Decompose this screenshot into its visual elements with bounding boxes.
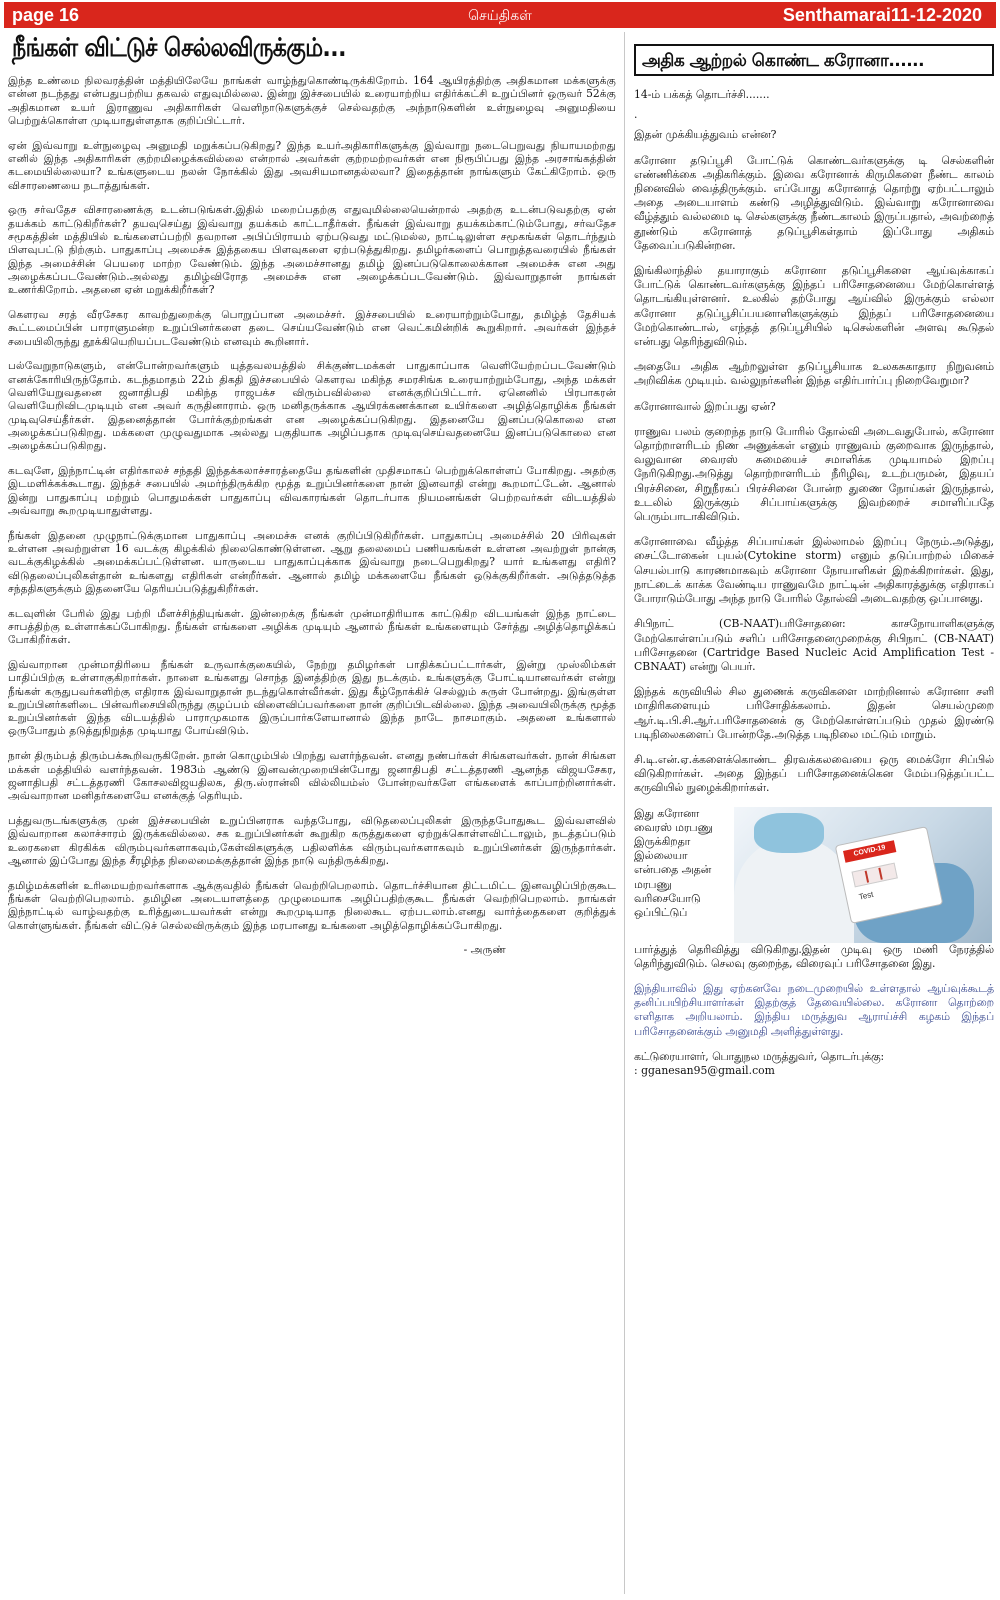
left-paragraph: கடவுளின் பேரில் இது பற்றி மீளச்சிந்தியுங்கள். இன்றைக்கு நீங்கள் முன்மாதிரியாக காட்டுகிற விடயங்கள் இந்த நாட்டை சாபத்திற்கு உள்ளாக்கப்போகிறது. நீங்கள் எங்களை அழிக்க முடியும் ஆனால் நீங்கள் உங்களையும் சேர்த்து அழித்தொழிக்கப் போகிறீர்கள். — [8, 606, 616, 647]
left-paragraph: இவ்வாறான முன்மாதிரியை நீங்கள் உருவாக்குகையில், நேற்று தமிழர்கள் பாதிக்கப்பட்டார்கள், இன்று முஸ்லிம்கள் பாதிப்பிற்கு உள்ளாகுகிறார்கள். நாளை உங்களது சொந்த இனத்திற்கு இது நடக்கும். உங்களுக்கு போட்டியானவர்கள் என்று நீங்கள் கருதுபவர்களிற்கு எதிராக இவ்வாறுதான் நடந்துகொள்வீர்கள். இது கீழ்நோக்கிச் செல்லும் சுருள் போன்றது. இங்குள்ள உறுப்பினர்களிடை பின்வரிசையிலிருந்து குழப்பம் விளைவிப்பவர்களை நான் குறிப்பிடவில்லை. இந்த அவையிலிருக்கு மூத்த உறுப்பினர்கள் இந்த விடயத்தில் பாராமுகமாக இருப்பார்களேயானால் இந்த நாடே நாசமாகும். அதனை உங்களால் ஒருபோதும் தடுத்துநிறுத்த முடியாது போய்விடும். — [8, 657, 616, 738]
left-paragraph: நான் திரும்பத் திரும்பக்கூறிவருகிறேன். நான் கொழும்பில் பிறந்து வளர்ந்தவன். எனது நண்பர்கள் சிங்களவர்கள். நான் சிங்கள மக்கள் மத்தியில் வளர்ந்தவன். 1983ம் ஆண்டு இனவன்முறையின்போது ஜனாதிபதி சட்டத்தரணி ஆனந்த விஜயசேகர, ஜனாதிபதி சட்டத்தரணி கோசலவிஜயதிலக, திரு.ஸ்ரான்லி வில்லியம்ஸ் போன்றவர்களே எங்களைக் காப்பாற்றினார்கள். அவ்வாறான மனிதர்களையே எனக்குத் தெரியும். — [8, 749, 616, 803]
author-email: : gganesan95@gmail.com — [634, 1063, 775, 1077]
right-paragraph-highlight: இந்தியாவில் இது ஏற்கனவே நடைமுறையில் உள்ளதால் ஆய்வுக்கூடத் தனிப்பயிற்சியாளர்கள் இதற்குத் தேவையில்லை. கரோனா தொற்றை எளிதாக அறியலாம். இந்திய மருத்துவ ஆராய்ச்சி கழகம் இந்தப் பரிசோதனைக்கும் அனுமதி அளித்துள்ளது. — [634, 981, 994, 1038]
paper-date: Senthamarai11-12-2020 — [782, 5, 982, 25]
right-paragraph: சி.டி.என்.ஏ.க்களைக்கொண்ட திரவக்கலவையை ஒரு மைக்ரோ சிப்பில் விடுகிறார்கள். அதை இந்தப் பரிசோதனைக்கென மேம்படுத்தப்பட்ட கருவியில் நுழைக்கிறார்கள். — [634, 752, 994, 795]
result-line — [865, 870, 869, 882]
right-paragraph: இந்தக் கருவியில் சில துணைக் கருவிகளை மாற்றினால் கரோனா சளி மாதிரிகளையும் பரிசோதிக்கலாம். இதன் செயல்முறை ஆர்.டி.பி.சி.ஆர்.பரிசோதனைக் கு மேற்கொள்ளப்படும் முதல் இரண்டு படிநிலைகளைப் போன்றதே.அடுத்த படிநிலை மட்டும் மாறும். — [634, 685, 994, 741]
author-byline: - அருண் — [463, 943, 506, 957]
right-paragraph: கரோனா தடுப்பூசி போட்டுக் கொண்டவர்களுக்கு டி செல்களின் எண்ணிக்கை அதிகரிக்கும். இவை கரோனாக் கிருமிகளை நீண்ட காலம் நினைவில் வைத்திருக்கும். எப்போது கரோனாத் தொற்று ஏற்பட்டாலும் அதை அடையாளம் கண்டு அழித்துவிடும். இவ்வாறு கரோனாவை வீழ்த்தும் வல்லமை டி செல்களுக்கு நீண்டகாலம் இருப்பதால், அவற்றைத் தூண்டும் கரோனாத் தடுப்பூசிகள்தாம் இப்போது அதிகம் தேவைப்படுகின்றன. — [634, 153, 994, 252]
section-title: செய்திகள் — [468, 7, 532, 23]
left-paragraph: ஒரு சர்வதேச விசாரணைக்கு உடன்படுங்கள்.இதில் மறைப்பதற்கு எதுவுமில்லையென்றால் அதற்கு உடன்படுவதற்கு ஏன் தயக்கம் காட்டுகிறீர்கள்? தயவுசெய்து இவ்வாறு தயக்கம் காட்டாதீர்கள். நீங்கள் இவ்வாறு தயக்கம்காட்டும்போது, சர்வதேச சமூகத்தின் மத்தியில் உங்களைப்பற்றி தவறான அபிப்பிராயம் ஏற்படுவது மட்டுமல்ல, நாட்டிலுள்ள சமூகங்கள் தொடர்ந்தும் பிளவுபட்டு நிற்கும். பாதுகாப்பு அமைச்சு இத்தகைய பிளவுகளை ஏற்படுத்துகிறது. தமிழர்களைப் பொறுத்தவரையில் நீங்கள் இந்த அமைச்சின் பெயரை மாற்ற வேண்டும். இந்த அமைச்சானது தமிழ் இனப்படுகொலைக்கான அமைச்சு என அது அழைக்கப்படவேண்டும்.அல்லது தமிழ்விரோத அமைச்சு என அழைக்கப்படவேண்டும். இவ்வாறுதான் நாங்கள் உணர்கிறோம். அதனை ஏன் மறுக்கிறீர்கள்? — [8, 203, 616, 297]
right-paragraph: பார்த்துத் தெரிவித்து விடுகிறது.இதன் முடிவு ஒரு மணி நேரத்தில் தெரிந்துவிடும். செலவு குறைந்த, விரைவுப் பரிசோதனை இது. — [634, 942, 994, 970]
masthead-bar — [4, 2, 996, 28]
right-headline: அதிக ஆற்றல் கொண்ட கரோனா...... — [634, 44, 994, 76]
figure-block — [634, 807, 994, 943]
left-paragraph: தமிழ்மக்களின் உரிமையற்றவர்களாக ஆக்குவதில் நீங்கள் வெற்றிபெறலாம். தொடர்ச்சியான திட்டமிட்ட இனவழிப்பிற்குகூட நீங்கள் வெற்றிபெறலாம். தமிழின அடையாளத்தை முழுமையாக அழிப்பதிற்குகூட நீங்கள் வெற்றிபெறலாம். நாங்கள் இந்நாட்டில் வாழ்வதற்கு உரித்துடையவர்கள் என்று கூறமுடியாத நிலைகூட ஏற்படலாம்.எனது வார்த்தைகளை குறித்துக் கொள்ளுங்கள். நீங்கள் விட்டுச் செல்லவிருக்கும் இந்த மரபானது உங்களை அழித்தொழிக்கப்போகிறது. — [8, 878, 616, 932]
result-line — [878, 867, 882, 879]
left-paragraph: பல்வேறுநாடுகளும், என்போன்றவர்களும் யுத்தவலயத்தில் சிக்குண்டமக்கள் பாதுகாப்பாக வெளியேற்றப்படவேண்டும் எனக்கோரியிருந்தோம். கடந்தமாதம் 22ம் திகதி இச்சபையில் கௌரவ மகிந்த சமரசிங்க உரையாற்றும்போது, அந்த மக்கள் வெளியேறுவதனை ஜனாதிபதி மகிந்த ராஜபக்ச விரும்பவில்லை எனக்குறிப்பிட்டார். ஏனெனில் பிரபாகரன் வெளியேறிவிடமுடியும் என அவர் கருதினாராம். ஒரு மனிதருக்காக ஆயிரக்கணக்கான உயிர்களை அழித்தொழிக்க நீங்கள் முடிவுசெய்தீர்கள். இதனைத்தான் போர்க்குற்றங்கள் என அழைக்கப்படுகிறது. இதனையே இனப்படுகொலை என அழைக்கப்படுகிறது. மக்களை முழுவதுமாக அல்லது பகுதியாக அழிப்பதாக முடிவுசெய்வதனையே இனப்படுகொலை என அழைக்கப்படுகிறது. — [8, 359, 616, 453]
left-paragraph: பத்துவருடங்களுக்கு முன் இச்சபையின் உறுப்பினராக வந்தபோது, விடுதலைப்புலிகள் இருந்தபோதுகூட இவ்வளவில் இவ்வாறான கலாச்சாரம் இருக்கவில்லை. சக உறுப்பினர்கள் கூறுகிற கருத்துகளை ஏற்றுக்கொள்ளவிட்டாலும், நடத்தப்படும் உரைகளை கிரகிக்க விரும்புவர்களாகவும்,கேள்விகளுக்கு பதிலளிக்க விரும்புவர்களாகவும் உறுப்பினர்கள் இருந்தார்கள். ஆனால் இப்போது இந்த சீரழிந்த நிலைமைக்குத்தான் இந்த நாடு வந்திருக்கிறது. — [8, 813, 616, 867]
left-paragraph: கடவுளே, இந்நாட்டின் எதிர்காலச் சந்ததி இந்தக்கலாச்சாரத்தையே தங்களின் முதிசமாகப் பெற்றுக்கொள்ளப் போகிறது. அதற்கு இடமளிக்கக்கூடாது. இந்தச் சபையில் அமர்ந்திருக்கிற மூத்த உறுப்பினர்களை நான் இனவாதி என்று கூறமாட்டேன். ஆனால் இன்று பாதுகாப்பு மற்றும் பொதுமக்கள் பாதுகாப்பு விவகாரங்கள் தொடர்பாக நியமனங்கள் பெற்றவர்கள் விடயத்தில் அவ்வாறு கூறமுடியாதுள்ளது. — [8, 463, 616, 517]
separator-dot: . — [634, 108, 638, 122]
left-paragraph: கௌரவ சரத் வீரசேகர காவற்துறைக்கு பொறுப்பான அமைச்சர். இச்சபையில் உரையாற்றும்போது, தமிழ்த் தேசியக் கூட்டமைப்பின் பாராளுமன்ற உறுப்பினர்களை தடை செய்யவேண்டும் என வெட்கமின்றிக் கூறுகிறார். அவர்கள் இந்தச் சபையிலிருந்து தூக்கியெறியப்படவேண்டும் எனவும் கூறினார். — [8, 307, 616, 348]
right-article — [634, 44, 994, 1594]
test-result-window — [851, 862, 897, 887]
left-paragraph: நீங்கள் இதனை முழுநாட்டுக்குமான பாதுகாப்பு அமைச்சு எனக் குறிப்பிடுகிறீர்கள். பாதுகாப்பு அமைச்சில் 20 பிரிவுகள் உள்ளன அவற்றுள்ள 16 வடக்கு கிழக்கில் நிலைகொண்டுள்ளன. ஆறு தலைமைப் பணியகங்கள் உள்ளன அவற்றுள் நான்கு வடக்குகிழக்கில் அமைக்கப்பட்டுள்ளன. யாருடைய பாதுகாப்புக்காக இவ்வாறு நடைபெறுகிறது? யார் உங்களது எதிரி? விடுதலைப்புலிகள்தான் உங்களது எதிரிகள் என்றீர்கள். ஆனால் தமிழ் மக்களையே நீங்கள் ஒடுக்குகிறீர்கள். அடுத்தடுத்த சந்ததிகளுக்கும் இதனையே தெரியப்படுத்துகிறீர்கள். — [8, 528, 616, 595]
figure-caption-text — [634, 807, 726, 943]
left-paragraph: இந்த உண்மை நிலவரத்தின் மத்தியிலேயே நாங்கள் வாழ்ந்துகொண்டிருக்கிறோம். 164 ஆயிரத்திற்கு அதிகமான மக்களுக்கு என்ன நடந்தது என்பதுபற்றிய தகவல் எதுவுமில்லை. இன்று இச்சபையில் உரையாற்றிய எதிர்க்கட்சி உறுப்பினர் ஒருவர் 52க்கு அதிகமான உயர் இராணுவ அதிகாரிகள் வெளிநாடுகளுக்குச் செல்வதற்கு அந்நாடுகளின் உள்நுழைவு அனுமதியை பெற்றுக்கொள்ள முடியாதுள்ளதாக குறிப்பிட்டார். — [8, 74, 616, 127]
right-paragraph: ராணுவ பலம் குறைந்த நாடு போரில் தோல்வி அடைவதுபோல், கரோனா தொற்றாளரிடம் நிண அணுக்கள் எனும் ராணுவம் குறைவாக இருந்தால், வலுவான வைரஸ் சுமையைச் சமாளிக்க முடியாமல் இறப்பு நேரிடுகிறது.அடுத்து தொற்றாளரிடம் நீரிழிவு, உடற்பருமன், இதயப் பிரச்சினை, சிறுநீரகப் பிரச்சினை போன்ற துணை நோய்கள் இருந்தால், உடலில் இருக்கும் சிப்பாய்களுக்கு இவற்றைச் சமாளிப்பதே பெரும்பாடாகிவிடும். — [634, 424, 994, 524]
face-mask-shape — [754, 813, 824, 853]
continued-note: 14-ம் பக்கத் தொடர்ச்சி....... — [634, 88, 770, 101]
subheading-death-cause: கரோனாவால் இறப்பது ஏன்? — [634, 399, 776, 413]
test-text: Test — [858, 889, 875, 902]
covid-label: COVID-19 — [843, 840, 896, 863]
left-article — [8, 32, 616, 1596]
right-paragraph: கரோனாவை வீழ்த்த சிப்பாய்கள் இல்லாமல் இறப்பு நேரும்.அடுத்து, சைட்டோகைன் புயல்(Cytokine storm) எனும் தடுப்பாற்றல் மிகைச் செயல்பாடு காரணமாகவும் கரோனா நோயாளிகள் இறக்கிறார்கள். இது, நாட்டைக் காக்க வேண்டிய ராணுவமே நாட்டின் அதிகாரத்துக்கு எதிராகப் போராடும்போது அந்த நாடு போரில் தோல்வி அடைவதற்கு ஒப்பானது. — [634, 535, 994, 606]
right-paragraph: அதையே அதிக ஆற்றலுள்ள தடுப்பூசியாக உலகசுகாதார நிறுவனம் அறிவிக்க முடியும். வல்லுநர்களின் இந்த எதிர்பார்ப்பு நிறைவேறுமா? — [634, 360, 994, 388]
covid-test-photo — [734, 807, 992, 943]
left-paragraph: ஏன் இவ்வாறு உள்நுழைவு அனுமதி மறுக்கப்படுகிறது? இந்த உயர்அதிகாரிகளுக்கு இவ்வாறு நடைபெறுவது நியாயமற்றது எனில் இந்த அதிகாரிகள் குற்றமிழைக்கவில்லை என்றால் அவர்கள் குற்றமற்றவர்கள் என நிரூபிப்பது இந்த அரசாங்கத்தின் கடமையில்லையா? உங்களுடைய நலன் நோக்கில் இது அவசியமானதல்லவா? இதைத்தான் நாங்களும் கேட்கிறோம். ஒரு விசாரணையை நடாத்துங்கள். — [8, 138, 616, 192]
author-note: கட்டுரையாளர், பொதுநல மருத்துவர், தொடர்புக்கு: — [634, 1049, 885, 1063]
subheading-importance: இதன் முக்கியத்துவம் என்ன? — [634, 128, 777, 142]
column-divider — [624, 32, 625, 1594]
page-number: page 16 — [12, 5, 80, 25]
figure-wrap-text: இது கரோனா வைரஸ் மரபணு இருக்கிறதா இல்லையா என்பதை அதன் மரபணு வரிசையோடு ஒப்பிட்டுப் — [634, 806, 713, 919]
left-headline: நீங்கள் விட்டுச் செல்லவிருக்கும்... — [12, 33, 346, 63]
right-paragraph: சிபிநாட் (CB-NAAT)பரிசோதனை: காசநோயாளிகளுக்கு மேற்கொள்ளப்படும் சளிப் பரிசோதனைமுறைக்கு சிபிநாட் (CB-NAAT) பரிசோதனை (Cartridge Based Nucleic Acid Amplification Test - CBNAAT) என்று பெயர். — [634, 617, 994, 673]
right-paragraph: இங்கிலாந்தில் தயாராகும் கரோனா தடுப்பூசிகளை ஆய்வுக்காகப் போட்டுக் கொண்டவர்களுக்கு இந்தப் பரிசோதனையை மேற்கொள்ளத் தொடங்கியுள்ளனர். உலகில் தற்போது ஆய்வில் இருக்கும் எல்லா கரோனா தடுப்பூசிப்பயனாளிகளுக்கும் இந்தப் பரிசோதனையை மேற்கொண்டால், எந்தத் தடுப்பூசியில் டிசெல்களின் அளவு கூடுதல் என்பது தெரிந்துவிடும். — [634, 264, 994, 349]
